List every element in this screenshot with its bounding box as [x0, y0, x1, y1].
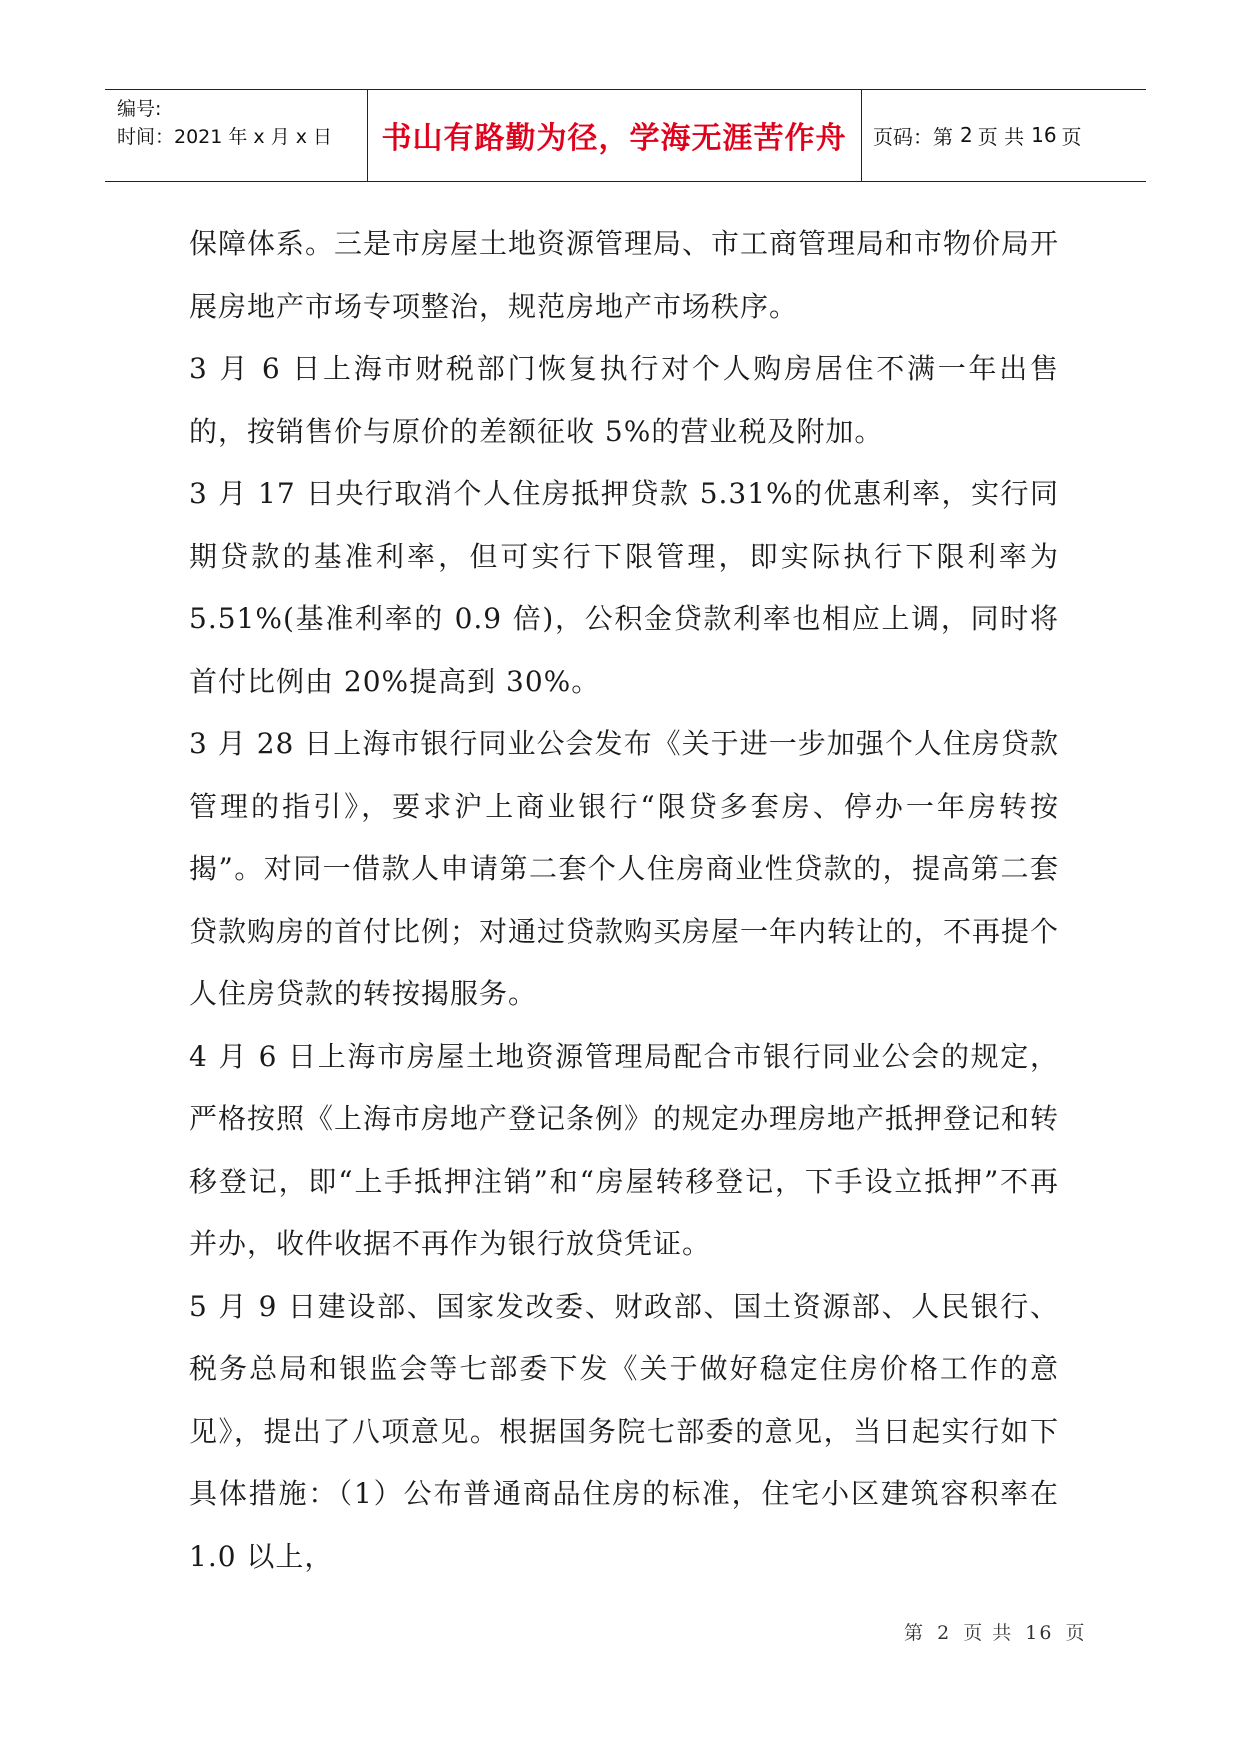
header-page-suffix: 页	[1061, 124, 1082, 149]
footer-page-current: 2	[937, 1622, 952, 1644]
body-paragraph: 3 月 17 日央行取消个人住房抵押贷款 5.31%的优惠利率，实行同期贷款的基准利率，但可实行下限管理，即实际执行下限利率为 5.51%(基准利率的 0.9 倍)，公积金贷款利率也相应上调，同时将首付比例由 20%提高到 30%。	[189, 477, 1059, 698]
body-paragraph: 3 月 28 日上海市银行同业公会发布《关于进一步加强个人住房贷款管理的指引》，要求沪上商业银行“限贷多套房、停办一年房转按揭”。对同一借款人申请第二套个人住房商业性贷款的，提高第二套贷款购房的首付比例；对通过贷款购买房屋一年内转让的，不再提个人住房贷款的转按揭服务。	[189, 727, 1060, 1010]
footer-page-mid: 页 共	[963, 1622, 1014, 1644]
body-paragraph: 4 月 6 日上海市房屋土地资源管理局配合市银行同业公会的规定，严格按照《上海市房地产登记条例》的规定办理房地产抵押登记和转移登记，即“上手抵押注销”和“房屋转移登记，下手设立抵押”不再并办，收件收据不再作为银行放贷凭证。	[189, 1039, 1060, 1260]
header-meta	[117, 95, 332, 151]
page-footer	[904, 1618, 1091, 1645]
body-paragraph: 5 月 9 日建设部、国家发改委、财政部、国土资源部、人民银行、税务总局和银监会等七部委下发《关于做好稳定住房价格工作的意见》，提出了八项意见。根据国务院七部委的意见，当日起实行如下具体措施：（1）公布普通商品住房的标准，住宅小区建筑容积率在 1.0 以上，	[189, 1289, 1059, 1573]
footer-page-suffix: 页	[1065, 1622, 1087, 1644]
footer-page-total: 16	[1025, 1622, 1054, 1644]
header-divider-right	[861, 90, 862, 181]
body-paragraph: 保障体系。三是市房屋土地资源管理局、市工商管理局和市物价局开展房地产市场专项整治，规范房地产市场秩序。	[189, 227, 1060, 323]
document-time: 时间：2021 年 x 月 x 日	[117, 126, 333, 148]
page-header	[105, 89, 1146, 182]
document-body	[189, 213, 1059, 1588]
header-page-total: 16	[1031, 123, 1057, 147]
header-page-mid: 页 共	[977, 124, 1025, 149]
document-number-label: 编号:	[117, 98, 162, 120]
footer-page-prefix: 第	[904, 1622, 926, 1644]
header-page-indicator	[873, 90, 1084, 180]
header-motto: 书山有路勤为径，学海无涯苦作舟	[381, 121, 847, 156]
body-paragraph: 3 月 6 日上海市财税部门恢复执行对个人购房居住不满一年出售的，按销售价与原价的差额征收 5%的营业税及附加。	[189, 352, 1059, 448]
header-page-prefix: 页码：第	[873, 124, 953, 149]
header-page-current: 2	[960, 123, 973, 147]
